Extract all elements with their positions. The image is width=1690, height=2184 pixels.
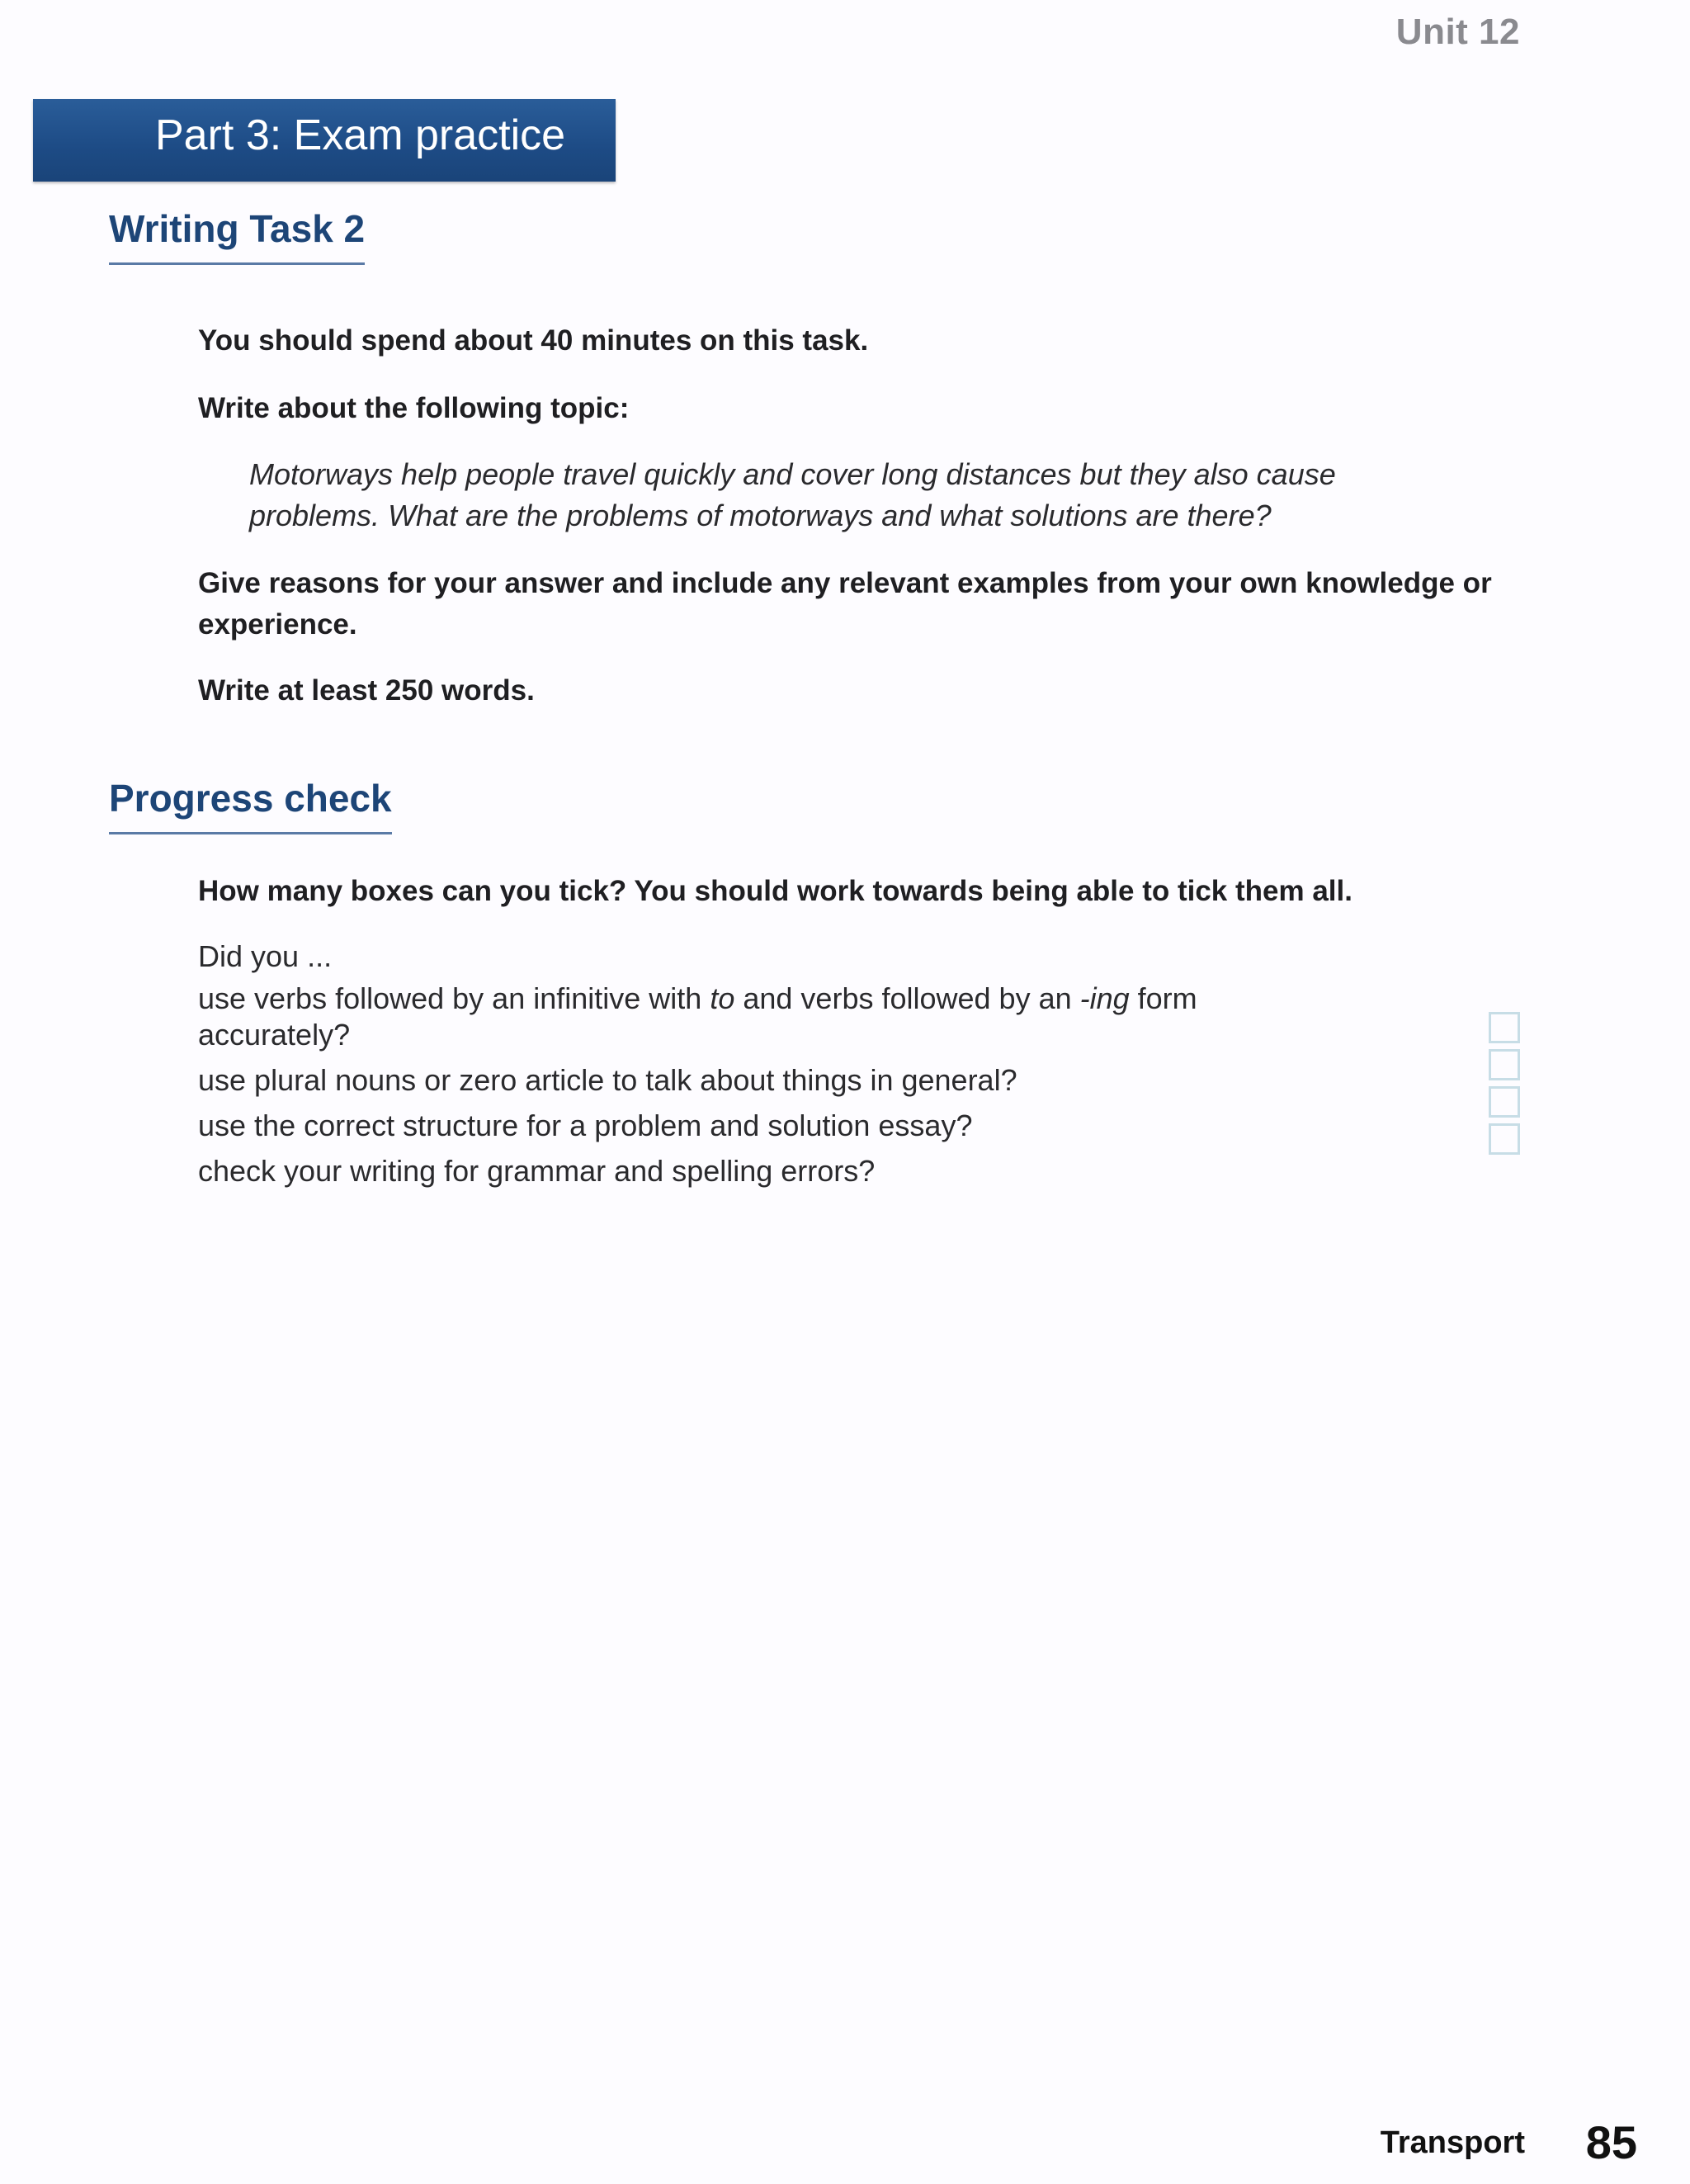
time-instruction: You should spend about 40 minutes on this task. xyxy=(198,324,869,357)
unit-label: Unit 12 xyxy=(1395,12,1520,52)
reasons-instruction: Give reasons for your answer and include any relevant examples from your own knowledge or experience. xyxy=(198,567,1492,641)
essay-topic: Motorways help people travel quickly and cover long distances but they also cause problems. What are the problems of motorways and what solutions are there? xyxy=(249,457,1336,532)
part-title: Part 3: Exam practice xyxy=(155,111,566,159)
item-text: use the correct structure for a problem and solution essay? xyxy=(198,1109,973,1142)
tick-box-1[interactable] xyxy=(1489,1012,1520,1043)
word-count-instruction: Write at least 250 words. xyxy=(198,674,535,707)
progress-instruction: How many boxes can you tick? You should work towards being able to tick them all. xyxy=(198,875,1352,907)
item-text: use verbs followed by an infinitive with to and verbs followed by an -ing form accurately? xyxy=(198,981,1197,1052)
checklist-item xyxy=(198,981,1502,1053)
topic-instruction: Write about the following topic: xyxy=(198,392,630,424)
item-text: use plural nouns or zero article to talk about things in general? xyxy=(198,1063,1017,1097)
checklist-item xyxy=(198,1153,1502,1189)
checklist-item xyxy=(198,1108,1502,1144)
checklist-item xyxy=(198,1062,1502,1099)
item-text: check your writing for grammar and spelling errors? xyxy=(198,1154,876,1188)
tick-box-4[interactable] xyxy=(1489,1123,1520,1155)
tick-box-2[interactable] xyxy=(1489,1049,1520,1080)
writing-task-heading: Writing Task 2 xyxy=(109,206,365,265)
progress-checklist xyxy=(198,981,1502,1198)
tick-box-3[interactable] xyxy=(1489,1086,1520,1118)
page-number: 85 xyxy=(1585,2116,1637,2168)
part-banner xyxy=(33,99,616,182)
footer-section-title: Transport xyxy=(1380,2125,1525,2160)
did-you-intro: Did you ... xyxy=(198,939,333,973)
tick-box-column xyxy=(1489,1012,1522,1161)
progress-check-heading: Progress check xyxy=(109,776,392,834)
